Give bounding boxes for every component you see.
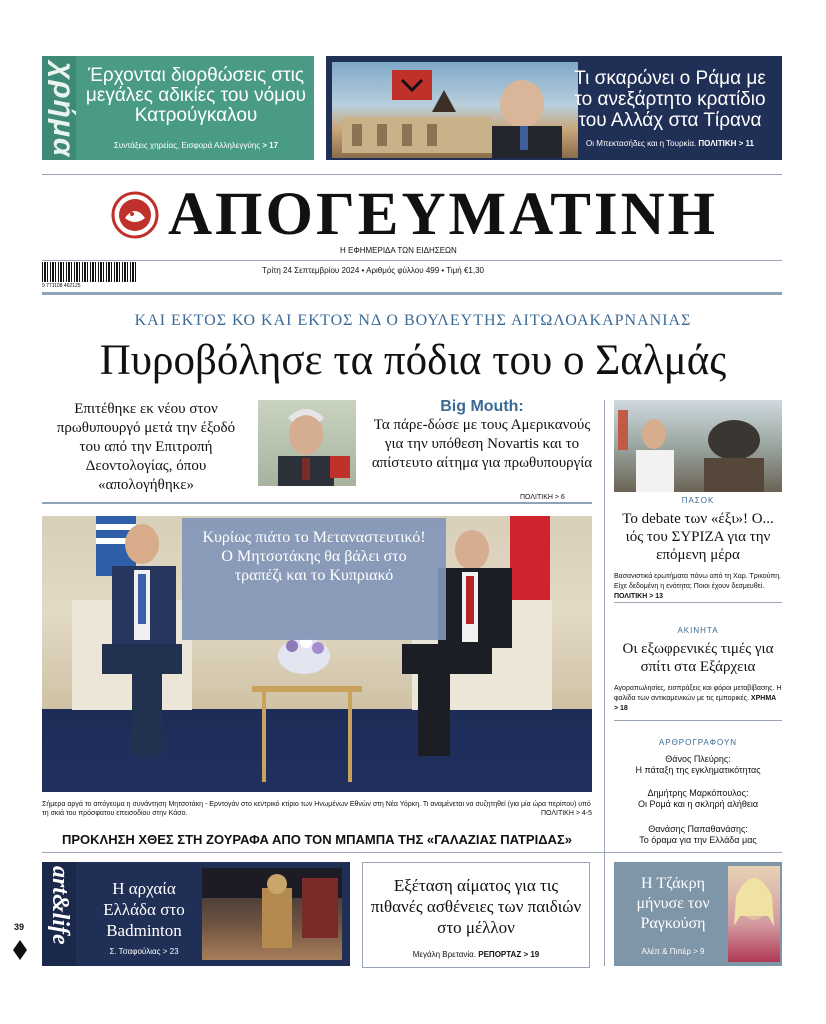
issue-info: Τρίτη 24 Σεπτεμβρίου 2024 • Αριθμός φύλλου 499 • Τιμή €1,30 [262,266,484,275]
promo-money-tag: χρήμα [42,56,76,160]
pasok-headline[interactable]: Το debate των «έξι»! Ο... ιός του ΣΥΡΙΖΑ για την επόμενη μέρα [622,511,774,563]
exhibition-photo [202,868,342,960]
pasok-photo [614,400,782,492]
writer-1[interactable]: Θάνος Πλεύρης: Η πάταξη της εγκληματικότητας [635,754,761,775]
lead-headline[interactable]: Πυροβόλησε τα πόδια του ο Σαλμάς [99,337,727,384]
promo-rama-headline: Τι σκαρώνει ο Ράμα με το ανεξάρτητο κρατίδιο του Αλλάχ στα Τίρανα [574,68,766,131]
writer-3[interactable]: Θανάσης Παπαθανάσης: Το όραμα για την Ελλάδα μας [639,824,757,845]
promo-artlife[interactable] [42,862,350,966]
akinita-label: ΑΚΙΝΗΤΑ [677,626,719,635]
barcode-number: 9 771108 462125 [42,283,81,289]
photo-caption: Σήμερα αργά το απόγευμα η συνάντηση Μητσοτάκη - Ερντογάν στο κεντρικό κτίριο των Ηνωμένων Εθνών στη Νέα Υόρκη. Τι αναμένεται να συζητηθεί (για μία ώρα περίπου) υπό τη σκιά του πρόσφατου επεισοδίου στην Κάσο. ΠΟΛΙΤΙΚΗ > 4-5 [42,801,592,817]
lead-kicker: ΚΑΙ ΕΚΤΟΣ ΚΟ ΚΑΙ ΕΚΤΟΣ ΝΔ Ο ΒΟΥΛΕΥΤΗΣ ΑΙΤΩΛΟΑΚΑΡΝΑΝΙΑΣ [134,312,692,329]
divider [42,852,782,853]
page-number: 39 [14,922,25,932]
promo-blood-test[interactable] [362,862,590,968]
masthead-title: ΑΠΟΓΕΥΜΑΤΙΝΗ [168,181,719,248]
promo-rama[interactable] [326,56,782,160]
tirana-photo [332,62,578,158]
artlife-headline: Η αρχαία Ελλάδα στο Badminton [103,879,185,940]
promo-rama-footer: Οι Μπεκτασήδες και η Τουρκία. ΠΟΛΙΤΙΚΗ > 11 [585,139,755,148]
blood-test-footer: Μεγάλη Βρετανία. ΡΕΠΟΡΤΑΖ > 19 [412,950,540,959]
bigmouth-body: Τα πάρε-δώσε με τους Αμερικανούς για την υπόθεση Novartis και το απίστευτο αίτημα για πρωθυπουργία [371,417,593,471]
tirana-illustration [332,62,578,158]
divider [614,720,782,721]
newspaper-logo [110,190,160,240]
akinita-headline[interactable]: Οι εξωφρενικές τιμές για σπίτι στα Εξάρχεια [622,641,774,675]
lead-page-ref: ΠΟΛΙΤΙΚΗ > 6 [520,494,565,501]
promo-money[interactable] [42,56,314,160]
tzakri-headline: Η Τζάκρη μήνυσε τον Ραγκούση [636,875,710,932]
bigmouth-label: Big Mouth: [440,398,524,415]
divider [614,602,782,603]
salmas-photo [258,400,356,486]
masthead-subtitle: Η ΕΦΗΜΕΡΙΔΑ ΤΩΝ ΕΙΔΗΣΕΩΝ [340,246,457,255]
diamond-icon [13,940,27,960]
divider [42,174,782,175]
lead-lede: Επιτέθηκε εκ νέου στον πρωθυπουργό μετά την έξοδό του από την Επιτροπή Δεοντολογίας, όπου «απολογήθηκε» [56,401,236,493]
pasok-label: ΠΑΣΟΚ [681,496,715,505]
writer-2[interactable]: Δημήτρης Μαρκόπουλος: Οι Ρομά και η σκληρή αλήθεια [637,788,759,809]
artlife-tag: art&life [42,862,76,966]
divider [42,292,782,295]
column-divider [604,400,605,966]
tzakri-photo [728,866,780,962]
tzakri-footer: Αλέπ & Πιπέρ > 9 [641,947,705,956]
divider [42,260,782,261]
blood-test-headline: Εξέταση αίματος για τις πιθανές ασθένειες των παιδιών στο μέλλον [370,876,582,937]
pasok-body: Βασανιστικά ερωτήματα πάνω από τη Χαρ. Τρικούπη. Είχε δεδομένη η ενότητα; Ποιοι έχουν δεσμευθεί. ΠΟΛΙΤΙΚΗ > 13 [614,573,782,600]
writers-label: ΑΡΘΡΟΓΡΑΦΟΥΝ [658,738,738,747]
divider [42,502,592,504]
barcode [42,262,138,282]
photo-overlay: Κυρίως πιάτο το Μεταναστευτικό! Ο Μητσοτάκης θα βάλει στο τραπέζι και το Κυπριακό [182,518,446,640]
promo-tzakri[interactable] [614,862,782,966]
artlife-footer: Σ. Τσαφούλιας > 23 [109,947,179,956]
promo-money-headline: Έρχονται διορθώσεις στις μεγάλες αδικίες του νόμου Κατρούγκαλου [85,65,307,126]
photo-subhead[interactable]: ΠΡΟΚΛΗΣΗ ΧΘΕΣ ΣΤΗ ΖΟΥΡΑΦΑ ΑΠΟ ΤΟΝ ΜΠΑΜΠΑ ΤΗΣ «ΓΑΛΑΖΙΑΣ ΠΑΤΡΙΔΑΣ» [62,832,572,847]
promo-money-footer: Συντάξεις χηρείας, Εισφορά Αλληλεγγύης > 17 [113,141,279,150]
akinita-body: Αγοραπωλησίες, εισπράξεις και φόροι μεταβίβασης. Η φαλίδα των αντικαμενικών με τις εμπορικές. ΧΡΗΜΑ > 18 [614,685,782,712]
